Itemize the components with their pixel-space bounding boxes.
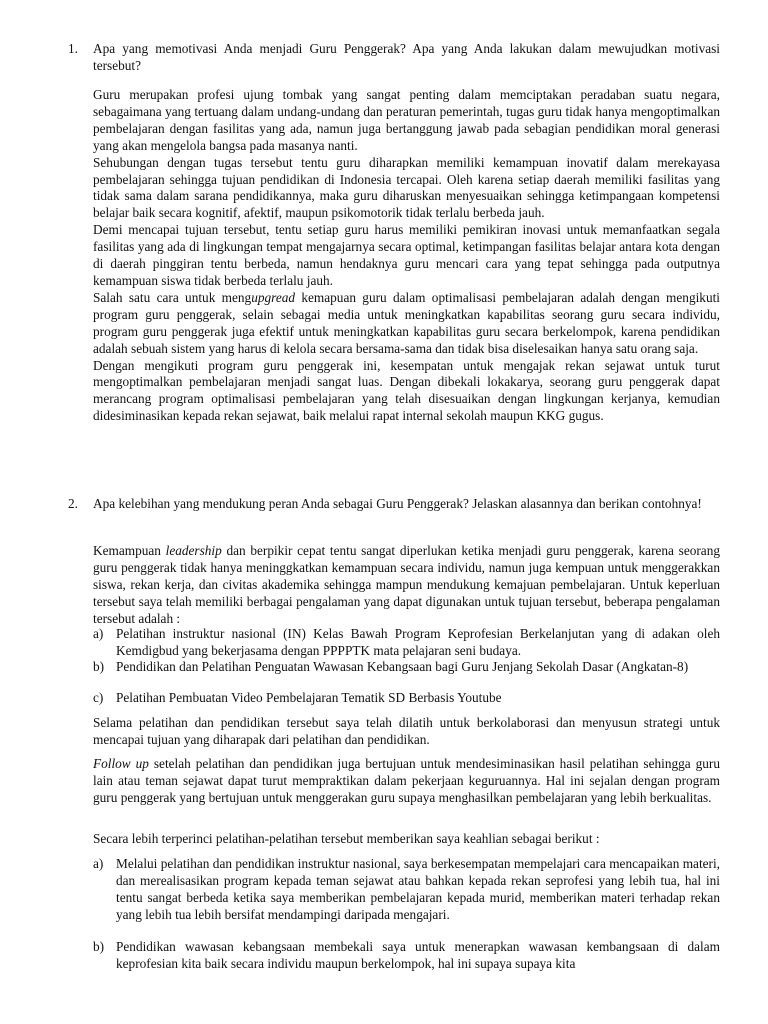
p1-before: Kemampuan [93, 543, 166, 558]
p1-after: dan berpikir cepat tentu sangat diperlukan ketika menjadi guru penggerak, karena seorang guru penggerak tidak hanya meninggkatkan kemampuan secara individu, namun juga kempuan untuk menggerakkan siswa, rekan kerja, dan civitas akademika sehingga mampun mendukung kemajuan pembelajaran. Untuk keperluan tersebut saya telah memiliki berbagai pengalaman yang dapat digunakan untuk tujuan tersebut, beberapa pengalaman tersebut adalah : [93, 543, 721, 626]
list-text: Melalui pelatihan dan pendidikan instruktur nasional, saya berkesempatan mempelajari cara mencapaikan materi, dan merealisasikan program kepada teman sejawat atau bahkan kepada rekan seprofesi yang lebih tua, hal ini tentu sangat berbeda ketika saya memberikan pembelajaran kepada murid, memberikan materi terhadap rekan yang lebih tua lebih bersifat mendampingi daripada mengajari. [116, 856, 720, 922]
answer-1-paragraph-5: Dengan mengikuti program guru penggerak ini, kesempatan untuk mengajak rekan sejawat untuk turut mengoptimalkan pembelajaran menjadi sangat luas. Dengan dibekali lokakarya, seorang guru penggerak dapat merancang program optimalisasi pembelajaran yang telah disesuaikan dengan lingkungan kerjanya, kemudian didesiminasikan kepada rekan sejawat, baik melalui rapat internal sekolah maupun KKG gugus. [93, 357, 720, 424]
list2-item-b [93, 939, 720, 973]
answer-1-paragraph-4 [93, 290, 720, 358]
list-marker: b) [93, 659, 105, 674]
list-marker: b) [93, 939, 105, 954]
list1-item-c [93, 690, 720, 707]
list-text: Pelatihan Pembuatan Video Pembelajaran Tematik SD Berbasis Youtube [116, 690, 502, 705]
p4-after: kemapuan guru dalam optimalisasi pembelajaran adalah dengan mengikuti program guru penggerak, selain sebagai media untuk meningkatkan kapabilitas seorang guru secara individu, program guru penggerak juga efektif untuk meningkatkan kapabilitas guru secara berkelompok, karena pendidikan adalah sebuah sistem yang harus di kelola secara bersama-sama dan tidak bisa diselesaikan hanya satu orang saja. [93, 289, 720, 356]
list1-item-b [93, 659, 720, 676]
p3-after: setelah pelatihan dan pendidikan juga bertujuan untuk mendesiminasikan hasil pelatihan sehingga guru lain atau teman sejawat dapat turut mempraktikan dalam pekerjaan keguruannya. Hal ini sejalan dengan program guru penggerak yang bertujuan untuk menggerakan guru supaya menghasilkan pembelajaran yang lebih berkualitas. [93, 756, 720, 805]
answer-2-paragraph-3 [93, 756, 720, 807]
question-1-text: Apa yang memotivasi Anda menjadi Guru Penggerak? Apa yang Anda lakukan dalam mewujudkan motivasi tersebut? [93, 41, 720, 73]
question-2-number: 2. [68, 496, 78, 511]
list-text: Pendidikan wawasan kebangsaan membekali saya untuk menerapkan wawasan kembangsaan di dalam keprofesian kita baik secara individu maupun berkelompok, hal ini supaya supaya kita [116, 939, 720, 971]
answer-1-paragraph-1: Guru merupakan profesi ujung tombak yang sangat penting dalam memciptakan peradaban suatu negara, sebagaimana yang tertuang dalam undang-undang dan peraturan pemerintah, tugas guru tidak hanya mengoptimalkan pembelajaran dengan fasilitas yang ada, namun juga bertanggung jawab pada sebagian pendidikan moral generasi yang akan mengelola bangsa pada masanya nanti. [93, 87, 720, 153]
p3-italic-term: Follow up [93, 756, 149, 771]
list-marker: a) [93, 856, 104, 871]
question-2-text: Apa kelebihan yang mendukung peran Anda sebagai Guru Penggerak? Jelaskan alasannya dan berikan contohnya! [93, 496, 702, 511]
answer-2-paragraph-1 [93, 543, 720, 628]
answer-2-paragraph-4: Secara lebih terperinci pelatihan-pelatihan tersebut memberikan saya keahlian sebagai berikut : [93, 831, 600, 846]
answer-1-paragraph-3: Demi mencapai tujuan tersebut, tentu setiap guru harus memiliki pemikiran inovasi untuk memanfaatkan segala fasilitas yang ada di lingkungan tempat mengajarnya secara optimal, ketimpangan fasilitas belajar antara kota dengan di daerah pinggiran tentu berbeda, namun hendaknya guru mencari cara yang tepat sehingga pada outputnya kemampuan siswa tidak berbeda terlalu jauh. [93, 222, 720, 288]
list-text: Pelatihan instruktur nasional (IN) Kelas Bawah Program Keprofesian Berkelanjutan yang di adakan oleh Kemdigbud yang bekerjasama dengan PPPPTK mata pelajaran seni budaya. [116, 626, 720, 658]
answer-2-paragraph-2: Selama pelatihan dan pendidikan tersebut saya telah dilatih untuk berkolaborasi dan menyusun strategi untuk mencapai tujuan yang diharapak dari pelatihan dan pendidikan. [93, 715, 720, 747]
p4-italic-term: upgread [251, 289, 296, 305]
list-marker: c) [93, 690, 104, 705]
p4-before: Salah satu cara untuk meng [93, 289, 252, 305]
question-1-number: 1. [68, 41, 78, 56]
p1-italic-term: leadership [165, 543, 222, 558]
list2-item-a [93, 856, 720, 924]
answer-1 [93, 87, 720, 425]
answer-1-paragraph-2: Sehubungan dengan tugas tersebut tentu guru diharapkan memiliki kemampuan inovatif dalam merekayasa pembelajaran sehingga tujuan pendidikan di Indonesia tercapai. Oleh karena setiap daerah memiliki fasilitas yang tidak sama dalam sarana pendidikannya, maka guru diharuskan menyesuaikan sehingga ketimpangaan kompetensi belajar baik secara kognitif, afektif, maupun psikomotorik tidak terlalu berbeda jauh. [93, 154, 720, 221]
list-text: Pendidikan dan Pelatihan Penguatan Wawasan Kebangsaan bagi Guru Jenjang Sekolah Dasar (Angkatan-8) [116, 659, 689, 674]
list1-item-a [93, 626, 720, 660]
list-marker: a) [93, 626, 104, 641]
